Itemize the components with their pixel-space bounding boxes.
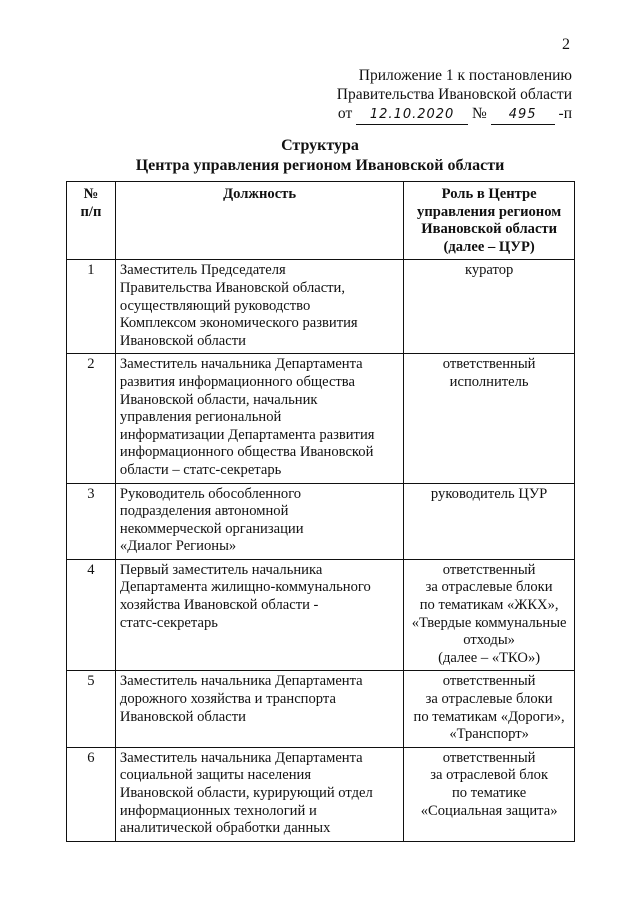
row-role: ответственный за отраслевой блок по тематике «Социальная защита» — [404, 747, 575, 841]
appendix-line-2: Правительства Ивановской области — [336, 86, 572, 103]
row-number: 5 — [67, 671, 116, 747]
table-row — [67, 747, 575, 841]
row-role: руководитель ЦУР — [404, 483, 575, 559]
structure-table — [66, 181, 575, 842]
row-role: ответственный исполнитель — [404, 354, 575, 483]
title-line-2: Центра управления регионом Ивановской области — [135, 157, 505, 174]
document-title — [0, 136, 640, 176]
table-row — [67, 354, 575, 483]
table-header-row — [67, 182, 575, 260]
row-role: куратор — [404, 260, 575, 354]
header-num: № п/п — [67, 182, 116, 260]
table-row — [67, 483, 575, 559]
row-number: 3 — [67, 483, 116, 559]
header-position: Должность — [115, 182, 403, 260]
number-label: № — [471, 105, 487, 122]
appendix-line-1: Приложение 1 к постановлению — [358, 67, 572, 84]
row-role: ответственный за отраслевые блоки по тематикам «Дороги», «Транспорт» — [404, 671, 575, 747]
page-number: 2 — [562, 36, 570, 53]
row-position: Руководитель обособленного подразделения автономной некоммерческой организации «Диалог Регионы» — [115, 483, 403, 559]
row-position: Заместитель начальника Департамента развития информационного общества Ивановской области, начальник управления региональной информатизации Департамента развития информационного общества Ивановской области – статс-секретарь — [115, 354, 403, 483]
row-position: Заместитель начальника Департамента социальной защиты населения Ивановской области, курирующий отдел информационных технологий и аналитической обработки данных — [115, 747, 403, 841]
decree-number: 495 — [491, 105, 555, 125]
row-position: Первый заместитель начальника Департамента жилищно-коммунального хозяйства Ивановской области - статс-секретарь — [115, 559, 403, 671]
number-suffix: -п — [558, 105, 572, 122]
row-number: 4 — [67, 559, 116, 671]
header-role: Роль в Центре управления регионом Ивановской области (далее – ЦУР) — [404, 182, 575, 260]
row-position: Заместитель начальника Департамента дорожного хозяйства и транспорта Ивановской области — [115, 671, 403, 747]
row-position: Заместитель Председателя Правительства Ивановской области, осуществляющий руководство Комплексом экономического развития Ивановской области — [115, 260, 403, 354]
row-role: ответственный за отраслевые блоки по тематикам «ЖКХ», «Твердые коммунальные отходы» (далее – «ТКО») — [404, 559, 575, 671]
row-number: 6 — [67, 747, 116, 841]
title-line-1: Структура — [281, 137, 359, 154]
row-number: 2 — [67, 354, 116, 483]
table-row — [67, 559, 575, 671]
appendix-header — [312, 66, 572, 125]
table-row — [67, 260, 575, 354]
from-label: от — [337, 105, 353, 122]
appendix-line-3 — [312, 104, 572, 125]
decree-date: 12.10.2020 — [356, 105, 468, 125]
table-row — [67, 671, 575, 747]
row-number: 1 — [67, 260, 116, 354]
